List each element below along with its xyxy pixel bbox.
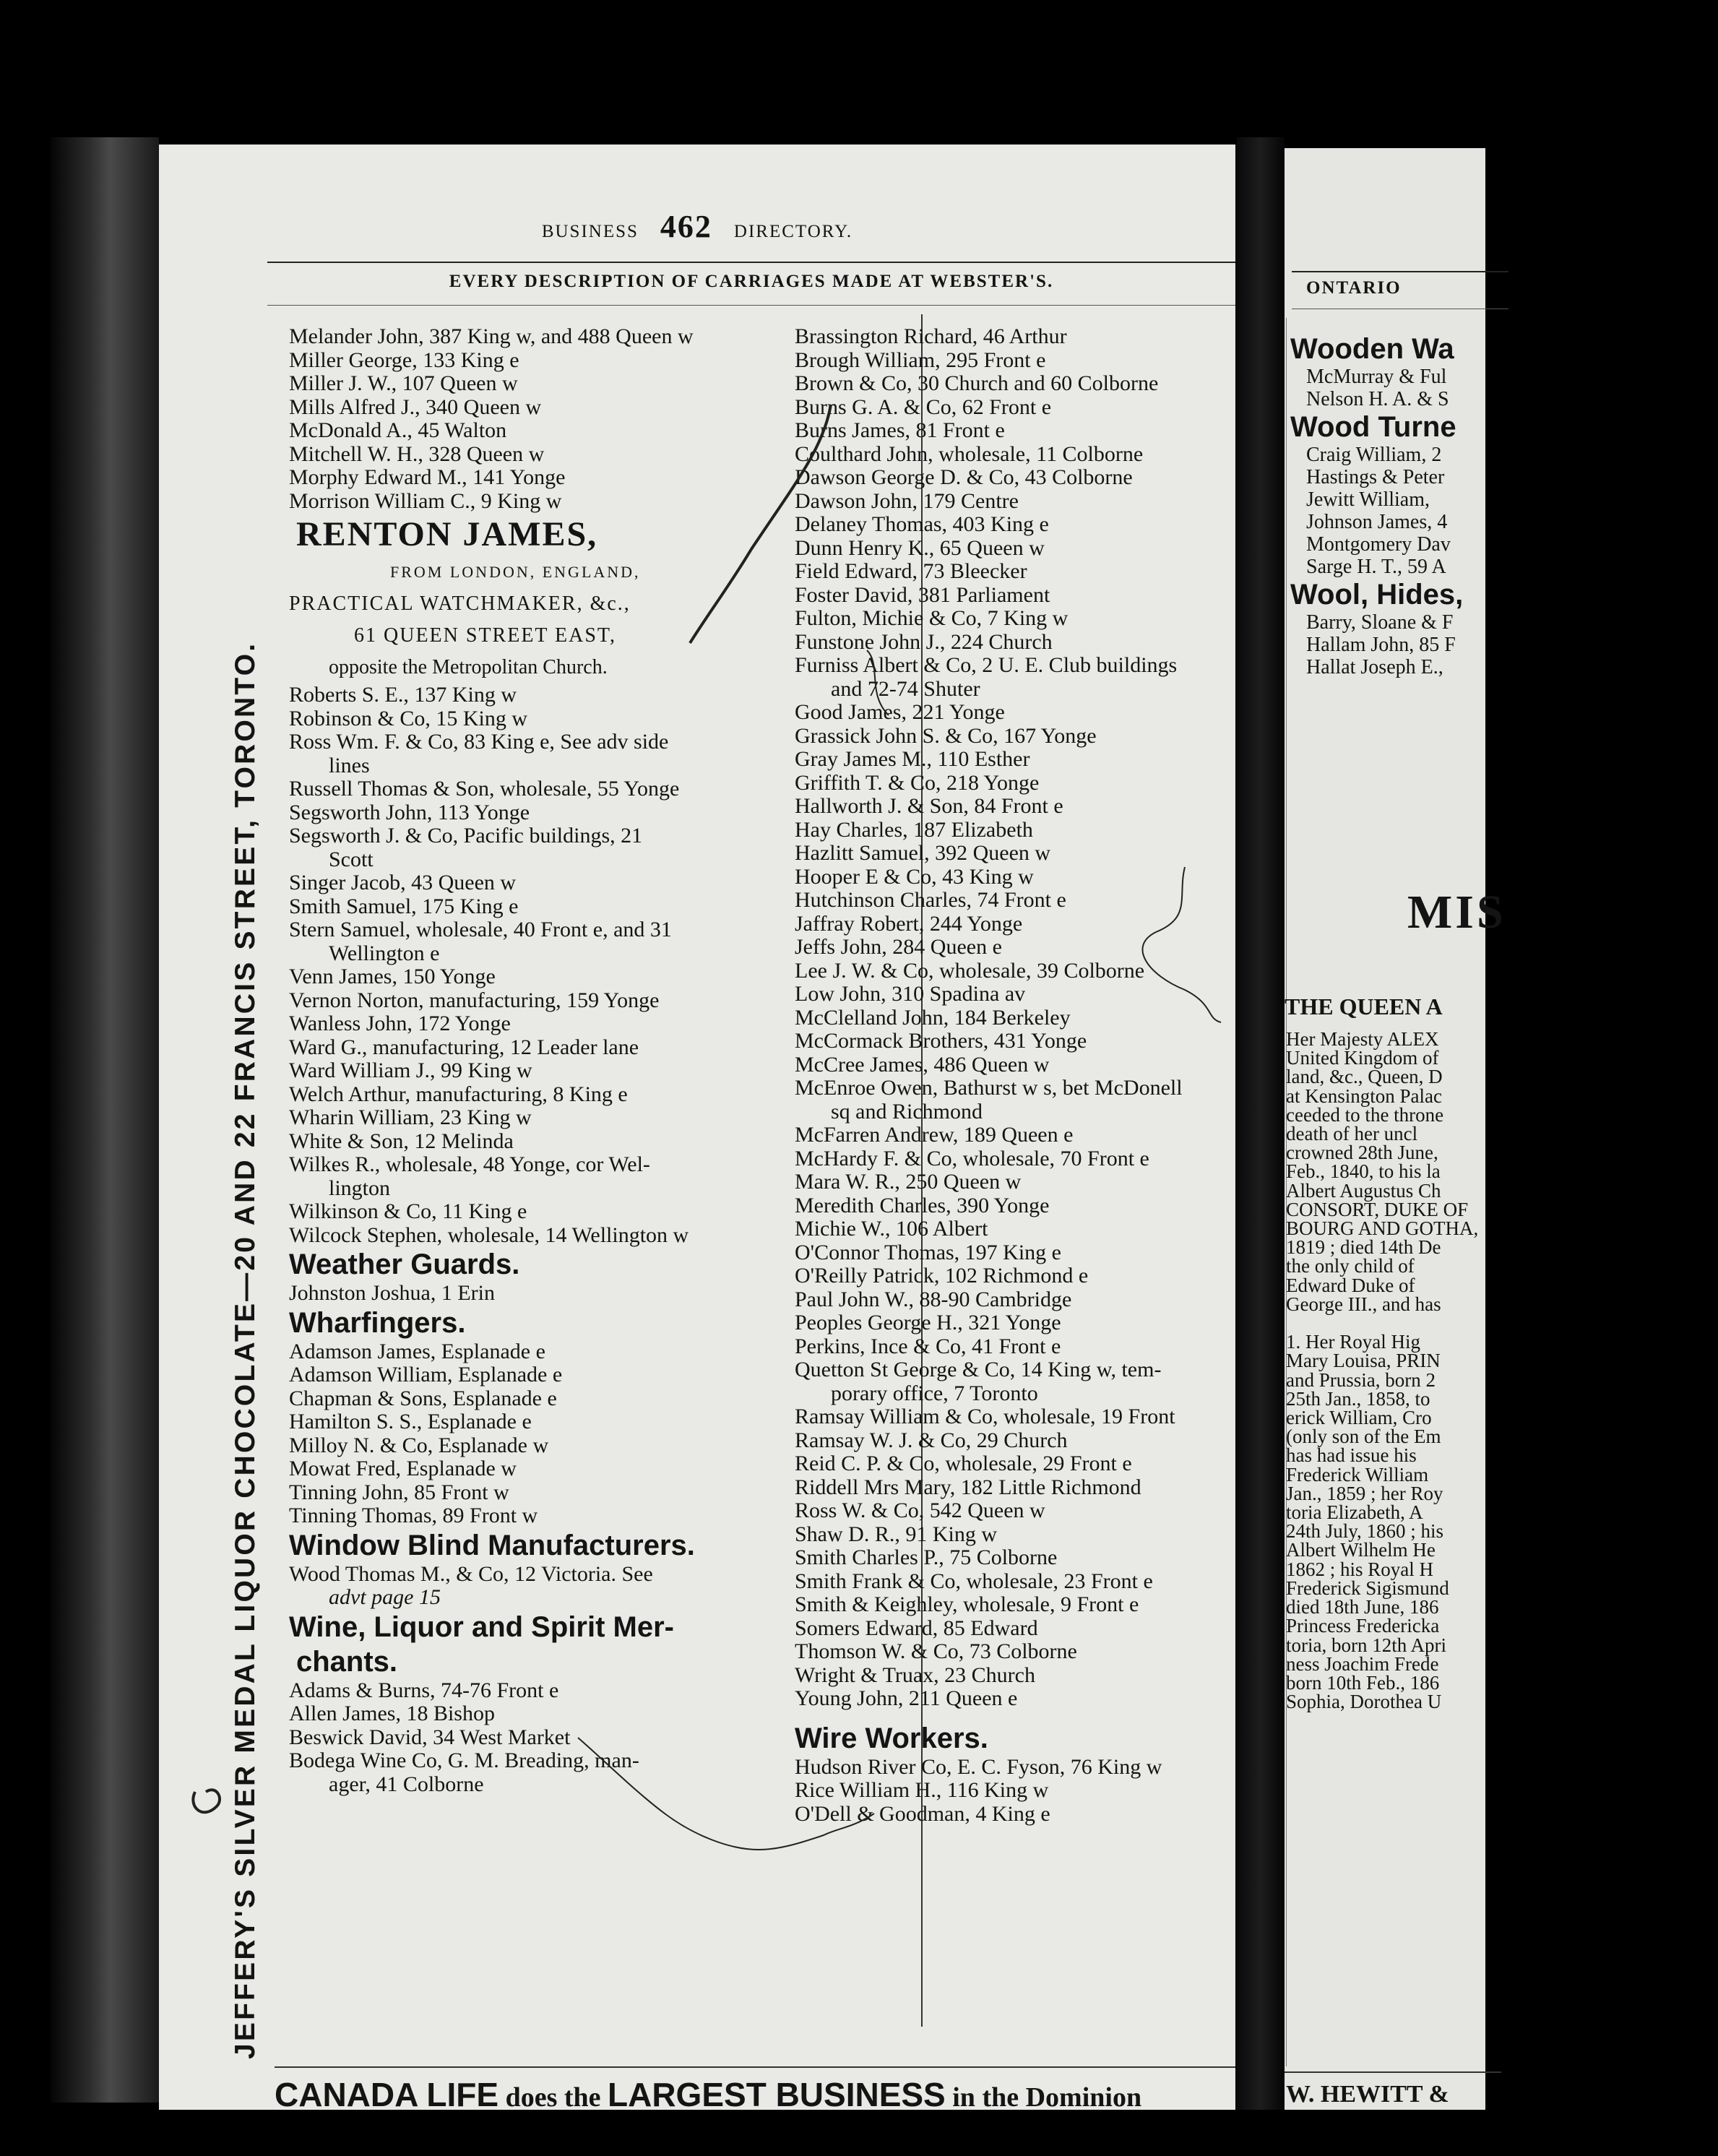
- facing-queen-paragraph: [1286, 1030, 1478, 1711]
- directory-entry: Rice William H., 116 King w: [795, 1778, 1049, 1802]
- directory-entry: Jaffray Robert, 244 Yonge: [795, 911, 1023, 936]
- facing-entry: Montgomery Dav: [1306, 533, 1451, 556]
- directory-entry: Somers Edward, 85 Edward: [795, 1616, 1038, 1640]
- directory-entry: Welch Arthur, manufacturing, 8 King e: [289, 1082, 628, 1106]
- directory-entry: Singer Jacob, 43 Queen w: [289, 871, 517, 894]
- paragraph-line: toria Elizabeth, A: [1286, 1501, 1423, 1524]
- directory-entry: Smith & Keighley, wholesale, 9 Front e: [795, 1592, 1139, 1616]
- directory-entry: Wood Thomas M., & Co, 12 Victoria. See: [289, 1561, 653, 1586]
- facing-list-wooden: [1290, 366, 1463, 410]
- directory-entry: Ward G., manufacturing, 12 Leader lane: [289, 1035, 639, 1059]
- paragraph-line: ness Joachim Frede: [1286, 1652, 1439, 1675]
- facing-directory-list: [1290, 332, 1463, 678]
- paragraph-line: 1. Her Royal Hig: [1286, 1331, 1420, 1353]
- facing-header: ONTARIO: [1306, 278, 1402, 298]
- facing-entry: Nelson H. A. & S: [1306, 388, 1449, 410]
- directory-entry: Tinning Thomas, 89 Front w: [289, 1504, 538, 1527]
- facing-entry: Sarge H. T., 59 A: [1306, 556, 1446, 578]
- directory-entry: McCree James, 486 Queen w: [795, 1052, 1050, 1077]
- paragraph-line: Her Majesty ALEX: [1286, 1028, 1439, 1050]
- paragraph-line: 1862 ; his Royal H: [1286, 1558, 1434, 1580]
- directory-entry: Miller J. W., 107 Queen w: [289, 371, 518, 395]
- directory-entry: Ramsay W. J. & Co, 29 Church: [795, 1428, 1068, 1452]
- directory-entry: Robinson & Co, 15 King w: [289, 706, 528, 730]
- directory-entry: Funstone John J., 224 Church: [795, 629, 1053, 654]
- directory-entry: Johnston Joshua, 1 Erin: [289, 1281, 495, 1305]
- directory-entry: sq and Richmond: [831, 1099, 983, 1124]
- directory-entry: Gray James M., 110 Esther: [795, 747, 1030, 771]
- directory-entry: Mills Alfred J., 340 Queen w: [289, 394, 542, 419]
- directory-entry: Segsworth J. & Co, Pacific buildings, 21: [289, 824, 643, 848]
- paragraph-line: Jan., 1859 ; her Roy: [1286, 1482, 1443, 1504]
- directory-entry: Hazlitt Samuel, 392 Queen w: [795, 841, 1051, 865]
- directory-entry: Ward William J., 99 King w: [289, 1058, 532, 1082]
- section-heading-wire-workers: Wire Workers.: [795, 1722, 988, 1754]
- directory-entry: Perkins, Ince & Co, 41 Front e: [795, 1334, 1061, 1358]
- directory-entry: Michie W., 106 Albert: [795, 1217, 988, 1241]
- directory-entry: Good James, 221 Yonge: [795, 700, 1005, 724]
- directory-entry: Miller George, 133 King e: [289, 348, 519, 372]
- directory-entry: Shaw D. R., 91 King w: [795, 1522, 998, 1546]
- directory-entry: Wilkes R., wholesale, 48 Yonge, cor Wel-: [289, 1152, 650, 1176]
- paragraph-line: Edward Duke of: [1286, 1274, 1415, 1296]
- directory-entry: O'Reilly Patrick, 102 Richmond e: [795, 1264, 1089, 1288]
- directory-entry: Russell Thomas & Son, wholesale, 55 Yonge: [289, 777, 680, 801]
- directory-entry: Bodega Wine Co, G. M. Breading, man-: [289, 1748, 639, 1772]
- paragraph-line: Frederick Sigismund: [1286, 1577, 1449, 1599]
- paragraph-line: death of her uncl: [1286, 1123, 1418, 1145]
- paragraph-line: has had issue his: [1286, 1444, 1417, 1467]
- directory-entry: Brassington Richard, 46 Arthur: [795, 324, 1067, 348]
- directory-entry: McDonald A., 45 Walton: [289, 418, 507, 442]
- directory-entry: McHardy F. & Co, wholesale, 70 Front e: [795, 1146, 1149, 1170]
- directory-entry: Dawson John, 179 Centre: [795, 488, 1019, 513]
- directory-entry: McCormack Brothers, 431 Yonge: [795, 1029, 1087, 1053]
- directory-entry: Lee J. W. & Co, wholesale, 39 Colborne: [795, 958, 1145, 983]
- directory-entry: Adams & Burns, 74-76 Front e: [289, 1678, 559, 1702]
- page-number: 462: [660, 209, 712, 244]
- facing-queen-heading: THE QUEEN A: [1285, 993, 1443, 1019]
- pen-scribble: [159, 145, 1235, 2110]
- directory-entry: McClelland John, 184 Berkeley: [795, 1005, 1071, 1030]
- facing-heading-wool: Wool, Hides,: [1290, 579, 1464, 611]
- paragraph-line: 25th Jan., 1858, to: [1286, 1387, 1430, 1410]
- directory-entry: Mara W. R., 250 Queen w: [795, 1170, 1022, 1194]
- directory-entry: ager, 41 Colborne: [329, 1772, 484, 1796]
- paragraph-line: 1819 ; died 14th De: [1286, 1236, 1441, 1259]
- paragraph-line: CONSORT, DUKE OF: [1286, 1198, 1469, 1220]
- directory-entry: Morrison William C., 9 King w: [289, 488, 562, 513]
- directory-entry: Dunn Henry K., 65 Queen w: [795, 535, 1045, 560]
- facing-entry: Hallam John, 85 F: [1306, 634, 1456, 656]
- directory-entry: Burns G. A. & Co, 62 Front e: [795, 394, 1052, 419]
- directory-entry: Smith Samuel, 175 King e: [289, 894, 519, 918]
- directory-entry: Roberts S. E., 137 King w: [289, 683, 517, 707]
- directory-entry: Wanless John, 172 Yonge: [289, 1012, 511, 1035]
- directory-entry: Hay Charles, 187 Elizabeth: [795, 817, 1033, 842]
- directory-entry: Thomson W. & Co, 73 Colborne: [795, 1639, 1077, 1663]
- paragraph-line: Albert Wilhelm He: [1286, 1539, 1436, 1561]
- paragraph-line: erick William, Cro: [1286, 1407, 1432, 1429]
- directory-entry: Scott: [329, 847, 374, 871]
- header-right-word: DIRECTORY.: [733, 222, 853, 241]
- paragraph-line: at Kensington Palac: [1286, 1085, 1442, 1107]
- directory-entry: Ramsay William & Co, wholesale, 19 Front: [795, 1405, 1175, 1428]
- directory-entry: Mitchell W. H., 328 Queen w: [289, 441, 545, 466]
- directory-entry: Adamson James, Esplanade e: [289, 1339, 545, 1363]
- facing-page: [1285, 148, 1506, 2110]
- facing-entry: Johnson James, 4: [1306, 511, 1448, 533]
- paragraph-line: the only child of: [1286, 1255, 1415, 1277]
- directory-entry: White & Son, 12 Melinda: [289, 1129, 514, 1153]
- paragraph-line: [1286, 1314, 1478, 1332]
- directory-entry: Stern Samuel, wholesale, 40 Front e, and 31: [289, 918, 672, 941]
- paragraph-line: Frederick William: [1286, 1463, 1429, 1486]
- page-gutter: [1237, 137, 1285, 2110]
- directory-entry: Burns James, 81 Front e: [795, 418, 1005, 442]
- directory-entry: Furniss Albert & Co, 2 U. E. Club buildings: [795, 653, 1178, 677]
- directory-entry: Hallworth J. & Son, 84 Front e: [795, 794, 1063, 818]
- directory-entry: advt page 15: [329, 1585, 441, 1609]
- facing-heading-wooden: Wooden Wa: [1290, 333, 1454, 365]
- facing-footer: W. HEWITT &: [1286, 2081, 1449, 2108]
- directory-entry: porary office, 7 Toronto: [831, 1381, 1038, 1405]
- renton-address: 61 QUEEN STREET EAST,: [354, 624, 616, 647]
- paragraph-line: (only son of the Em: [1286, 1426, 1441, 1448]
- facing-footer-rule: [1285, 2071, 1501, 2073]
- directory-entry: Morphy Edward M., 141 Yonge: [289, 465, 566, 489]
- directory-entry: Chapman & Sons, Esplanade e: [289, 1386, 557, 1410]
- directory-entry: Venn James, 150 Yonge: [289, 965, 496, 988]
- directory-entry: Brown & Co, 30 Church and 60 Colborne: [795, 371, 1159, 395]
- directory-entry: Dawson George D. & Co, 43 Colborne: [795, 465, 1133, 489]
- paragraph-line: land, &c., Queen, D: [1286, 1066, 1443, 1088]
- directory-entry: Tinning John, 85 Front w: [289, 1480, 509, 1504]
- section-heading-wine-2: chants.: [296, 1645, 398, 1678]
- directory-entry: Wright & Truax, 23 Church: [795, 1663, 1035, 1687]
- facing-entry: Craig William, 2: [1306, 444, 1442, 466]
- renton-location: opposite the Metropolitan Church.: [329, 656, 608, 678]
- footer-part-2: does the: [498, 2082, 608, 2113]
- directory-entry: Hamilton S. S., Esplanade e: [289, 1410, 532, 1433]
- directory-entry: Segsworth John, 113 Yonge: [289, 800, 530, 824]
- facing-entry: Hastings & Peter: [1306, 466, 1445, 488]
- directory-entry: Low John, 310 Spadina av: [795, 982, 1026, 1006]
- directory-page-462: [159, 145, 1235, 2113]
- directory-entry: McFarren Andrew, 189 Queen e: [795, 1123, 1074, 1147]
- facing-list-wool: [1290, 611, 1463, 678]
- directory-entry: Adamson William, Esplanade e: [289, 1363, 563, 1387]
- renton-trade: PRACTICAL WATCHMAKER, &c.,: [289, 592, 631, 615]
- paragraph-line: crowned 28th June,: [1286, 1142, 1438, 1164]
- paragraph-line: United Kingdom of: [1286, 1047, 1439, 1069]
- directory-entry: Melander John, 387 King w, and 488 Queen w: [289, 324, 694, 348]
- directory-entry: Paul John W., 88-90 Cambridge: [795, 1287, 1072, 1311]
- directory-entry: Ross W. & Co, 542 Queen w: [795, 1499, 1045, 1522]
- footer-part-3: LARGEST BUSINESS: [608, 2076, 946, 2113]
- directory-entry: Reid C. P. & Co, wholesale, 29 Front e: [795, 1452, 1132, 1475]
- section-heading-wharfingers: Wharfingers.: [289, 1306, 466, 1339]
- directory-entry: Smith Charles P., 75 Colborne: [795, 1545, 1058, 1569]
- directory-entry: Allen James, 18 Bishop: [289, 1702, 495, 1725]
- renton-name: RENTON JAMES,: [296, 515, 598, 553]
- directory-entry: Milloy N. & Co, Esplanade w: [289, 1433, 549, 1457]
- directory-entry: Hutchinson Charles, 74 Front e: [795, 888, 1066, 912]
- paragraph-line: and Prussia, born 2: [1286, 1368, 1436, 1391]
- directory-entry: Smith Frank & Co, wholesale, 23 Front e: [795, 1569, 1153, 1593]
- footer-part-4: in the Dominion: [945, 2082, 1142, 2113]
- directory-entry: Riddell Mrs Mary, 182 Little Richmond: [795, 1475, 1141, 1499]
- directory-entry: Hooper E & Co, 43 King w: [795, 864, 1034, 889]
- directory-entry: Wharin William, 23 King w: [289, 1105, 532, 1129]
- directory-entry: lington: [329, 1176, 391, 1200]
- sidebar-advert: JEFFERY'S SILVER MEDAL LIQUOR CHOCOLATE—20 AND 22 FRANCIS STREET, TORONTO.: [230, 641, 261, 2059]
- directory-entry: Vernon Norton, manufacturing, 159 Yonge: [289, 988, 660, 1012]
- directory-entry: Meredith Charles, 390 Yonge: [795, 1193, 1050, 1217]
- directory-entry: Jeffs John, 284 Queen e: [795, 935, 1002, 959]
- directory-entry: Field Edward, 73 Bleecker: [795, 559, 1027, 583]
- book-binding: [51, 137, 159, 2103]
- paragraph-line: BOURG AND GOTHA,: [1286, 1217, 1479, 1240]
- section-heading-window-blind: Window Blind Manufacturers.: [289, 1529, 695, 1561]
- directory-entry: Peoples George H., 321 Yonge: [795, 1311, 1061, 1334]
- paragraph-line: Mary Louisa, PRIN: [1286, 1350, 1441, 1372]
- paragraph-line: born 10th Feb., 186: [1286, 1671, 1440, 1694]
- directory-entry: O'Dell & Goodman, 4 King e: [795, 1801, 1050, 1826]
- directory-entry: Delaney Thomas, 403 King e: [795, 512, 1049, 536]
- header-left-word: BUSINESS: [541, 222, 639, 241]
- directory-entry: and 72-74 Shuter: [831, 676, 980, 701]
- facing-heading-wood-turners: Wood Turne: [1290, 411, 1456, 443]
- paragraph-line: ceeded to the throne: [1286, 1103, 1444, 1126]
- section-heading-weather-guards: Weather Guards.: [289, 1249, 520, 1280]
- directory-entry: Wellington e: [329, 941, 440, 965]
- directory-entry: Wilkinson & Co, 11 King e: [289, 1199, 527, 1223]
- facing-entry: McMurray & Ful: [1306, 366, 1447, 388]
- paragraph-line: Albert Augustus Ch: [1286, 1179, 1441, 1202]
- directory-entry: Brough William, 295 Front e: [795, 348, 1046, 372]
- facing-entry: Jewitt William,: [1306, 488, 1430, 511]
- directory-entry: Wilcock Stephen, wholesale, 14 Wellington w: [289, 1223, 689, 1247]
- facing-list-wood: [1290, 444, 1463, 578]
- paragraph-line: George III., and has: [1286, 1293, 1441, 1315]
- directory-entry: Beswick David, 34 West Market: [289, 1725, 571, 1749]
- facing-entry: Hallat Joseph E.,: [1306, 656, 1443, 678]
- footer-part-1: CANADA LIFE: [275, 2076, 499, 2113]
- paragraph-line: toria, born 12th Apri: [1286, 1634, 1446, 1656]
- directory-entry: O'Connor Thomas, 197 King e: [795, 1240, 1061, 1264]
- directory-entry: Foster David, 381 Parliament: [795, 582, 1050, 607]
- directory-entry: Coulthard John, wholesale, 11 Colborne: [795, 441, 1144, 466]
- directory-entry: Fulton, Michie & Co, 7 King w: [795, 606, 1069, 630]
- paragraph-line: died 18th June, 186: [1286, 1596, 1439, 1618]
- paragraph-line: 24th July, 1860 ; his: [1286, 1520, 1444, 1543]
- header-advert-line: EVERY DESCRIPTION OF CARRIAGES MADE AT WEBSTER'S.: [449, 272, 1054, 291]
- paragraph-line: Feb., 1840, to his la: [1286, 1160, 1441, 1183]
- directory-entry: Griffith T. & Co, 218 Yonge: [795, 770, 1040, 795]
- directory-entry: Grassick John S. & Co, 167 Yonge: [795, 723, 1097, 748]
- facing-header-rule: [1292, 271, 1508, 272]
- paragraph-line: Sophia, Dorothea U: [1286, 1691, 1442, 1713]
- directory-entry: Young John, 211 Queen e: [795, 1686, 1018, 1710]
- facing-section-title: MIS: [1407, 886, 1506, 939]
- directory-entry: McEnroe Owen, Bathurst w s, bet McDonell: [795, 1076, 1183, 1100]
- directory-entry: Ross Wm. F. & Co, 83 King e, See adv side: [289, 730, 669, 754]
- directory-entry: lines: [329, 753, 370, 777]
- directory-entry: Hudson River Co, E. C. Fyson, 76 King w: [795, 1754, 1162, 1779]
- facing-entry: Barry, Sloane & F: [1306, 611, 1454, 634]
- paragraph-line: Princess Fredericka: [1286, 1615, 1440, 1637]
- renton-origin: FROM LONDON, ENGLAND,: [390, 563, 641, 581]
- directory-entry: Mowat Fred, Esplanade w: [289, 1457, 517, 1480]
- section-heading-wine-1: Wine, Liquor and Spirit Mer-: [289, 1610, 674, 1643]
- directory-entry: Quetton St George & Co, 14 King w, tem-: [795, 1358, 1162, 1381]
